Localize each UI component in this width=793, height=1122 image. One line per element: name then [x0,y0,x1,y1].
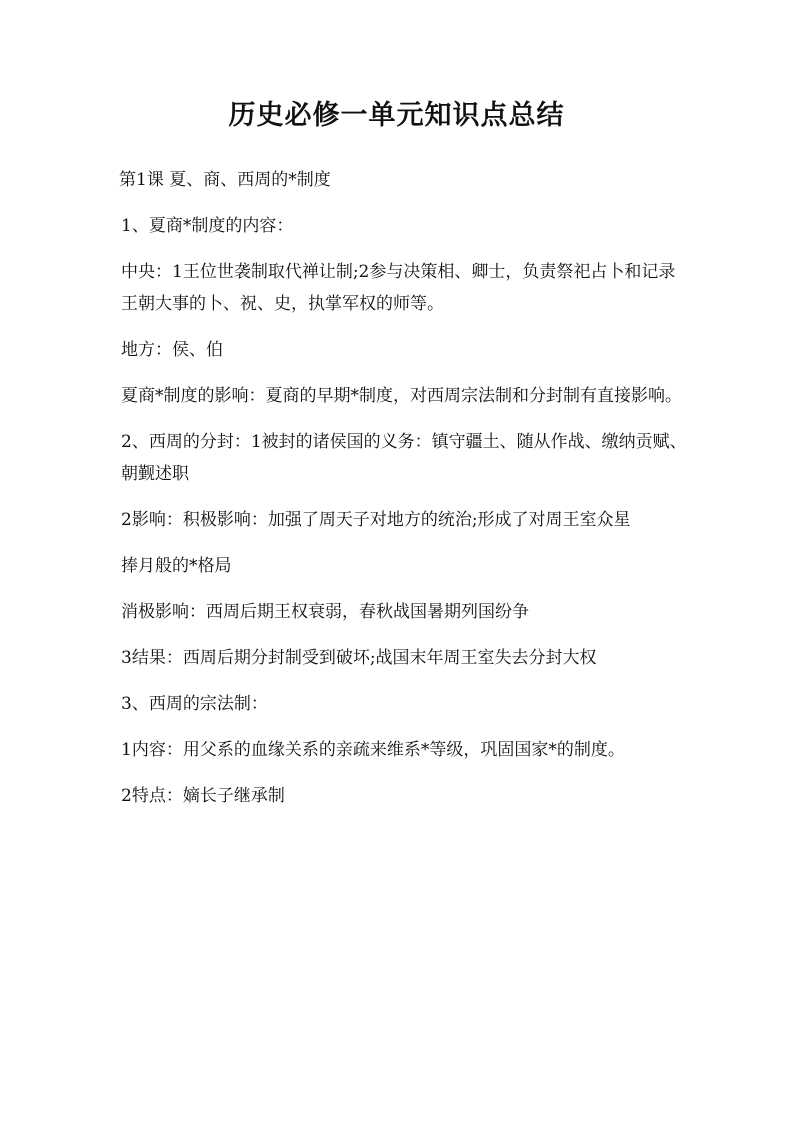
paragraph-result: 3结果：西周后期分封制受到破坏;战国末年周王室失去分封大权 [121,648,597,668]
paragraph-local: 地方：侯、伯 [121,340,223,360]
document-title: 历史必修一单元知识点总结 [228,100,565,131]
document-body [119,164,687,826]
paragraph-lesson-heading: 第1课 夏、商、西周的*制度 [119,170,331,190]
paragraph-influence: 夏商*制度的影响：夏商的早期*制度，对西周宗法制和分封制有直接影响。 [121,386,682,406]
paragraph-content: 1内容：用父系的血缘关系的亲疏来维系*等级，巩固国家*的制度。 [121,740,625,760]
paragraph-section-2: 2、西周的分封：1被封的诸侯国的义务：镇守疆土、随从作战、缴纳贡赋、朝觐述职 [121,432,687,484]
paragraph-impact-cont: 捧月般的*格局 [121,556,232,576]
paragraph-negative-impact: 消极影响：西周后期王权衰弱，春秋战国暑期列国纷争 [121,602,529,622]
paragraph-section-3: 3、西周的宗法制： [121,694,268,714]
paragraph-impact: 2影响：积极影响：加强了周天子对地方的统治;形成了对周王室众星 [121,510,631,530]
paragraph-feature: 2特点：嫡长子继承制 [121,786,285,806]
paragraph-section-1: 1、夏商*制度的内容： [121,216,294,236]
paragraph-central: 中央：1王位世袭制取代禅让制;2参与决策相、卿士，负责祭祀占卜和记录王朝大事的卜、祝、史，执掌军权的师等。 [121,262,676,314]
